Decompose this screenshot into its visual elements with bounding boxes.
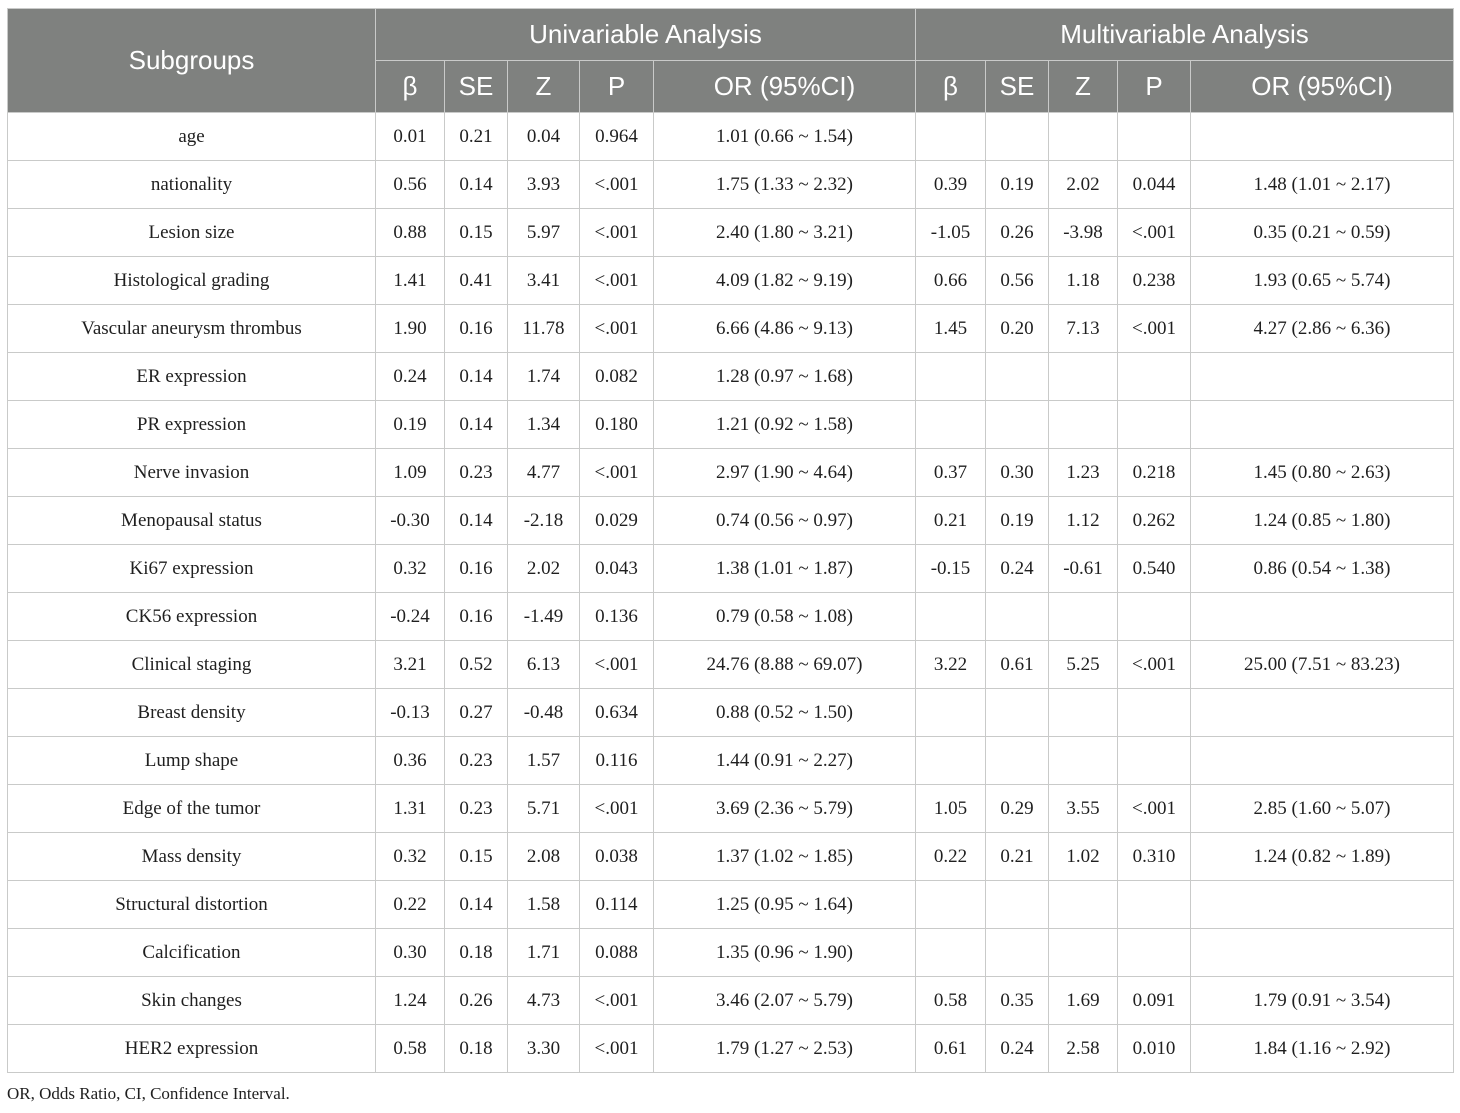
cell-uni-or: 1.44 (0.91 ~ 2.27) [654, 737, 916, 785]
table-row [8, 593, 1454, 641]
cell-multi-beta: 1.05 [916, 785, 986, 833]
cell-multi-se [986, 689, 1049, 737]
cell-uni-or: 0.74 (0.56 ~ 0.97) [654, 497, 916, 545]
cell-uni-se: 0.26 [445, 977, 508, 1025]
cell-uni-se: 0.15 [445, 209, 508, 257]
cell-multi-se: 0.29 [986, 785, 1049, 833]
cell-uni-p: <.001 [580, 161, 654, 209]
cell-multi-p [1118, 929, 1191, 977]
cell-uni-p: <.001 [580, 305, 654, 353]
cell-uni-beta: 0.22 [376, 881, 445, 929]
cell-uni-beta: 0.01 [376, 113, 445, 161]
cell-multi-p [1118, 689, 1191, 737]
cell-uni-beta: -0.13 [376, 689, 445, 737]
cell-uni-or: 0.88 (0.52 ~ 1.50) [654, 689, 916, 737]
cell-uni-or: 1.25 (0.95 ~ 1.64) [654, 881, 916, 929]
header-uni-z: Z [508, 61, 580, 113]
cell-multi-se: 0.24 [986, 545, 1049, 593]
cell-multi-se [986, 593, 1049, 641]
table-body [8, 113, 1454, 1073]
cell-uni-beta: 1.90 [376, 305, 445, 353]
cell-multi-or: 0.86 (0.54 ~ 1.38) [1191, 545, 1454, 593]
header-subgroups: Subgroups [8, 9, 376, 113]
table-row [8, 977, 1454, 1025]
header-uni-beta: β [376, 61, 445, 113]
table-row [8, 737, 1454, 785]
table-row [8, 305, 1454, 353]
cell-uni-z: 0.04 [508, 113, 580, 161]
cell-uni-p: 0.029 [580, 497, 654, 545]
cell-multi-z: 1.69 [1049, 977, 1118, 1025]
table-row [8, 161, 1454, 209]
cell-multi-z: 5.25 [1049, 641, 1118, 689]
cell-subgroup: Vascular aneurysm thrombus [8, 305, 376, 353]
table-row [8, 1025, 1454, 1073]
cell-subgroup: Ki67 expression [8, 545, 376, 593]
cell-multi-z [1049, 113, 1118, 161]
cell-multi-or [1191, 881, 1454, 929]
header-multi-or: OR (95%CI) [1191, 61, 1454, 113]
cell-multi-beta: -1.05 [916, 209, 986, 257]
cell-uni-p: 0.964 [580, 113, 654, 161]
cell-uni-beta: 3.21 [376, 641, 445, 689]
table-footnote: OR, Odds Ratio, CI, Confidence Interval. [7, 1084, 290, 1103]
cell-multi-z: 2.58 [1049, 1025, 1118, 1073]
cell-uni-z: 11.78 [508, 305, 580, 353]
cell-subgroup: Lump shape [8, 737, 376, 785]
cell-multi-or [1191, 593, 1454, 641]
cell-uni-se: 0.23 [445, 785, 508, 833]
cell-uni-p: 0.043 [580, 545, 654, 593]
cell-multi-or: 1.45 (0.80 ~ 2.63) [1191, 449, 1454, 497]
cell-uni-beta: 0.32 [376, 833, 445, 881]
cell-uni-p: <.001 [580, 257, 654, 305]
cell-multi-se [986, 929, 1049, 977]
cell-uni-se: 0.16 [445, 545, 508, 593]
header-uni-or: OR (95%CI) [654, 61, 916, 113]
table-row [8, 209, 1454, 257]
header-multi-z: Z [1049, 61, 1118, 113]
cell-multi-p: 0.238 [1118, 257, 1191, 305]
cell-multi-z [1049, 737, 1118, 785]
cell-uni-or: 1.01 (0.66 ~ 1.54) [654, 113, 916, 161]
cell-multi-se: 0.19 [986, 497, 1049, 545]
table-row [8, 929, 1454, 977]
cell-uni-z: 1.57 [508, 737, 580, 785]
cell-subgroup: Breast density [8, 689, 376, 737]
cell-uni-z: 2.08 [508, 833, 580, 881]
header-uni-se: SE [445, 61, 508, 113]
cell-multi-or [1191, 929, 1454, 977]
cell-multi-p: <.001 [1118, 209, 1191, 257]
cell-uni-z: 3.30 [508, 1025, 580, 1073]
cell-multi-se: 0.20 [986, 305, 1049, 353]
cell-uni-z: 1.71 [508, 929, 580, 977]
cell-uni-se: 0.16 [445, 305, 508, 353]
cell-uni-or: 3.69 (2.36 ~ 5.79) [654, 785, 916, 833]
table-row [8, 113, 1454, 161]
cell-uni-se: 0.41 [445, 257, 508, 305]
cell-subgroup: CK56 expression [8, 593, 376, 641]
cell-uni-p: <.001 [580, 449, 654, 497]
cell-multi-p: 0.044 [1118, 161, 1191, 209]
cell-uni-z: 1.58 [508, 881, 580, 929]
cell-uni-p: 0.116 [580, 737, 654, 785]
cell-subgroup: PR expression [8, 401, 376, 449]
table-row [8, 401, 1454, 449]
cell-multi-se [986, 401, 1049, 449]
cell-uni-p: <.001 [580, 977, 654, 1025]
cell-multi-or: 1.24 (0.85 ~ 1.80) [1191, 497, 1454, 545]
cell-uni-se: 0.14 [445, 161, 508, 209]
cell-subgroup: Nerve invasion [8, 449, 376, 497]
cell-uni-beta: 0.56 [376, 161, 445, 209]
cell-multi-beta [916, 401, 986, 449]
cell-uni-or: 1.28 (0.97 ~ 1.68) [654, 353, 916, 401]
header-multi-p: P [1118, 61, 1191, 113]
cell-multi-beta [916, 353, 986, 401]
cell-subgroup: age [8, 113, 376, 161]
cell-multi-beta: 0.21 [916, 497, 986, 545]
cell-multi-z [1049, 593, 1118, 641]
cell-uni-z: 3.41 [508, 257, 580, 305]
cell-uni-z: 5.97 [508, 209, 580, 257]
table-row [8, 497, 1454, 545]
header-row-groups [8, 9, 1454, 61]
cell-uni-z: 3.93 [508, 161, 580, 209]
cell-multi-p: 0.262 [1118, 497, 1191, 545]
cell-uni-beta: 1.41 [376, 257, 445, 305]
cell-uni-se: 0.15 [445, 833, 508, 881]
cell-multi-or: 1.93 (0.65 ~ 5.74) [1191, 257, 1454, 305]
cell-uni-se: 0.14 [445, 881, 508, 929]
cell-subgroup: Calcification [8, 929, 376, 977]
cell-multi-p: 0.540 [1118, 545, 1191, 593]
cell-multi-p: 0.091 [1118, 977, 1191, 1025]
cell-multi-z: -0.61 [1049, 545, 1118, 593]
cell-multi-or: 1.24 (0.82 ~ 1.89) [1191, 833, 1454, 881]
cell-multi-se: 0.61 [986, 641, 1049, 689]
cell-uni-beta: 0.19 [376, 401, 445, 449]
cell-multi-z: 1.23 [1049, 449, 1118, 497]
cell-uni-or: 1.38 (1.01 ~ 1.87) [654, 545, 916, 593]
cell-multi-beta: 0.22 [916, 833, 986, 881]
table-row [8, 833, 1454, 881]
cell-uni-z: 1.34 [508, 401, 580, 449]
cell-uni-z: -1.49 [508, 593, 580, 641]
cell-multi-p [1118, 593, 1191, 641]
cell-uni-z: 1.74 [508, 353, 580, 401]
cell-multi-se: 0.21 [986, 833, 1049, 881]
cell-uni-se: 0.21 [445, 113, 508, 161]
cell-uni-se: 0.52 [445, 641, 508, 689]
cell-multi-se: 0.26 [986, 209, 1049, 257]
cell-uni-or: 6.66 (4.86 ~ 9.13) [654, 305, 916, 353]
cell-multi-z [1049, 929, 1118, 977]
cell-multi-z [1049, 353, 1118, 401]
cell-multi-or: 2.85 (1.60 ~ 5.07) [1191, 785, 1454, 833]
cell-uni-se: 0.18 [445, 929, 508, 977]
cell-uni-or: 0.79 (0.58 ~ 1.08) [654, 593, 916, 641]
cell-multi-or: 1.84 (1.16 ~ 2.92) [1191, 1025, 1454, 1073]
cell-uni-z: -0.48 [508, 689, 580, 737]
header-multivariable: Multivariable Analysis [916, 9, 1454, 61]
cell-subgroup: Menopausal status [8, 497, 376, 545]
cell-uni-or: 4.09 (1.82 ~ 9.19) [654, 257, 916, 305]
header-multi-se: SE [986, 61, 1049, 113]
cell-subgroup: HER2 expression [8, 1025, 376, 1073]
cell-uni-or: 3.46 (2.07 ~ 5.79) [654, 977, 916, 1025]
cell-multi-beta: -0.15 [916, 545, 986, 593]
cell-uni-z: 2.02 [508, 545, 580, 593]
table-row [8, 257, 1454, 305]
cell-multi-z [1049, 401, 1118, 449]
cell-uni-beta: -0.30 [376, 497, 445, 545]
cell-multi-se [986, 113, 1049, 161]
cell-multi-or: 0.35 (0.21 ~ 0.59) [1191, 209, 1454, 257]
cell-uni-p: <.001 [580, 209, 654, 257]
cell-subgroup: Lesion size [8, 209, 376, 257]
cell-multi-beta: 0.61 [916, 1025, 986, 1073]
cell-uni-p: 0.114 [580, 881, 654, 929]
cell-multi-beta: 0.58 [916, 977, 986, 1025]
cell-uni-beta: 1.31 [376, 785, 445, 833]
cell-uni-z: 4.73 [508, 977, 580, 1025]
cell-uni-se: 0.23 [445, 737, 508, 785]
cell-uni-beta: 0.24 [376, 353, 445, 401]
cell-multi-beta [916, 593, 986, 641]
cell-uni-or: 1.79 (1.27 ~ 2.53) [654, 1025, 916, 1073]
cell-multi-se: 0.56 [986, 257, 1049, 305]
cell-multi-se: 0.24 [986, 1025, 1049, 1073]
cell-multi-beta: 0.66 [916, 257, 986, 305]
cell-multi-se: 0.35 [986, 977, 1049, 1025]
cell-uni-p: 0.038 [580, 833, 654, 881]
cell-multi-p: 0.010 [1118, 1025, 1191, 1073]
table-row [8, 689, 1454, 737]
cell-uni-z: 5.71 [508, 785, 580, 833]
cell-multi-p: <.001 [1118, 641, 1191, 689]
cell-uni-or: 1.21 (0.92 ~ 1.58) [654, 401, 916, 449]
cell-subgroup: Mass density [8, 833, 376, 881]
cell-uni-z: 4.77 [508, 449, 580, 497]
cell-multi-p: 0.218 [1118, 449, 1191, 497]
cell-uni-p: 0.136 [580, 593, 654, 641]
cell-multi-or [1191, 353, 1454, 401]
cell-multi-p [1118, 737, 1191, 785]
cell-uni-se: 0.18 [445, 1025, 508, 1073]
cell-multi-se [986, 737, 1049, 785]
table-row [8, 449, 1454, 497]
table-row [8, 353, 1454, 401]
cell-multi-beta [916, 113, 986, 161]
table-row [8, 545, 1454, 593]
cell-uni-or: 1.37 (1.02 ~ 1.85) [654, 833, 916, 881]
cell-uni-beta: -0.24 [376, 593, 445, 641]
table-row [8, 881, 1454, 929]
cell-uni-beta: 0.58 [376, 1025, 445, 1073]
cell-multi-z: 3.55 [1049, 785, 1118, 833]
cell-uni-or: 2.97 (1.90 ~ 4.64) [654, 449, 916, 497]
cell-subgroup: nationality [8, 161, 376, 209]
cell-uni-beta: 0.32 [376, 545, 445, 593]
cell-multi-p: <.001 [1118, 305, 1191, 353]
cell-multi-or: 1.79 (0.91 ~ 3.54) [1191, 977, 1454, 1025]
cell-uni-beta: 0.30 [376, 929, 445, 977]
cell-uni-beta: 0.36 [376, 737, 445, 785]
cell-multi-p: <.001 [1118, 785, 1191, 833]
cell-uni-or: 1.35 (0.96 ~ 1.90) [654, 929, 916, 977]
cell-multi-or [1191, 113, 1454, 161]
cell-uni-se: 0.16 [445, 593, 508, 641]
cell-multi-beta: 1.45 [916, 305, 986, 353]
cell-multi-beta [916, 689, 986, 737]
cell-multi-p: 0.310 [1118, 833, 1191, 881]
cell-uni-beta: 1.09 [376, 449, 445, 497]
cell-uni-p: 0.634 [580, 689, 654, 737]
cell-multi-or: 1.48 (1.01 ~ 2.17) [1191, 161, 1454, 209]
cell-uni-or: 24.76 (8.88 ~ 69.07) [654, 641, 916, 689]
cell-subgroup: Skin changes [8, 977, 376, 1025]
cell-subgroup: Histological grading [8, 257, 376, 305]
cell-multi-z: 2.02 [1049, 161, 1118, 209]
cell-multi-beta: 0.39 [916, 161, 986, 209]
cell-uni-beta: 1.24 [376, 977, 445, 1025]
cell-uni-or: 1.75 (1.33 ~ 2.32) [654, 161, 916, 209]
header-uni-p: P [580, 61, 654, 113]
cell-subgroup: Edge of the tumor [8, 785, 376, 833]
cell-uni-se: 0.14 [445, 401, 508, 449]
cell-uni-se: 0.27 [445, 689, 508, 737]
cell-multi-z: 1.02 [1049, 833, 1118, 881]
cell-subgroup: Structural distortion [8, 881, 376, 929]
cell-multi-se [986, 881, 1049, 929]
cell-multi-p [1118, 401, 1191, 449]
cell-multi-or: 25.00 (7.51 ~ 83.23) [1191, 641, 1454, 689]
cell-multi-p [1118, 881, 1191, 929]
cell-multi-beta [916, 881, 986, 929]
cell-multi-p [1118, 353, 1191, 401]
cell-uni-se: 0.14 [445, 497, 508, 545]
header-univariable: Univariable Analysis [376, 9, 916, 61]
cell-multi-z: -3.98 [1049, 209, 1118, 257]
cell-multi-or: 4.27 (2.86 ~ 6.36) [1191, 305, 1454, 353]
cell-uni-p: 0.088 [580, 929, 654, 977]
cell-uni-p: <.001 [580, 641, 654, 689]
cell-uni-se: 0.23 [445, 449, 508, 497]
table-row [8, 641, 1454, 689]
cell-multi-se: 0.19 [986, 161, 1049, 209]
header-multi-beta: β [916, 61, 986, 113]
cell-multi-or [1191, 737, 1454, 785]
cell-multi-se: 0.30 [986, 449, 1049, 497]
cell-multi-beta [916, 929, 986, 977]
cell-multi-z: 1.12 [1049, 497, 1118, 545]
cell-multi-or [1191, 401, 1454, 449]
cell-multi-se [986, 353, 1049, 401]
cell-uni-p: <.001 [580, 785, 654, 833]
table-row [8, 785, 1454, 833]
cell-uni-z: 6.13 [508, 641, 580, 689]
cell-uni-beta: 0.88 [376, 209, 445, 257]
cell-subgroup: ER expression [8, 353, 376, 401]
cell-multi-p [1118, 113, 1191, 161]
cell-uni-p: 0.082 [580, 353, 654, 401]
cell-multi-z [1049, 881, 1118, 929]
cell-multi-beta [916, 737, 986, 785]
cell-multi-beta: 3.22 [916, 641, 986, 689]
cell-uni-p: 0.180 [580, 401, 654, 449]
results-table [7, 8, 1454, 1073]
cell-uni-se: 0.14 [445, 353, 508, 401]
cell-multi-or [1191, 689, 1454, 737]
cell-subgroup: Clinical staging [8, 641, 376, 689]
cell-uni-z: -2.18 [508, 497, 580, 545]
cell-uni-or: 2.40 (1.80 ~ 3.21) [654, 209, 916, 257]
cell-multi-z: 1.18 [1049, 257, 1118, 305]
cell-multi-z: 7.13 [1049, 305, 1118, 353]
cell-uni-p: <.001 [580, 1025, 654, 1073]
cell-multi-z [1049, 689, 1118, 737]
cell-multi-beta: 0.37 [916, 449, 986, 497]
